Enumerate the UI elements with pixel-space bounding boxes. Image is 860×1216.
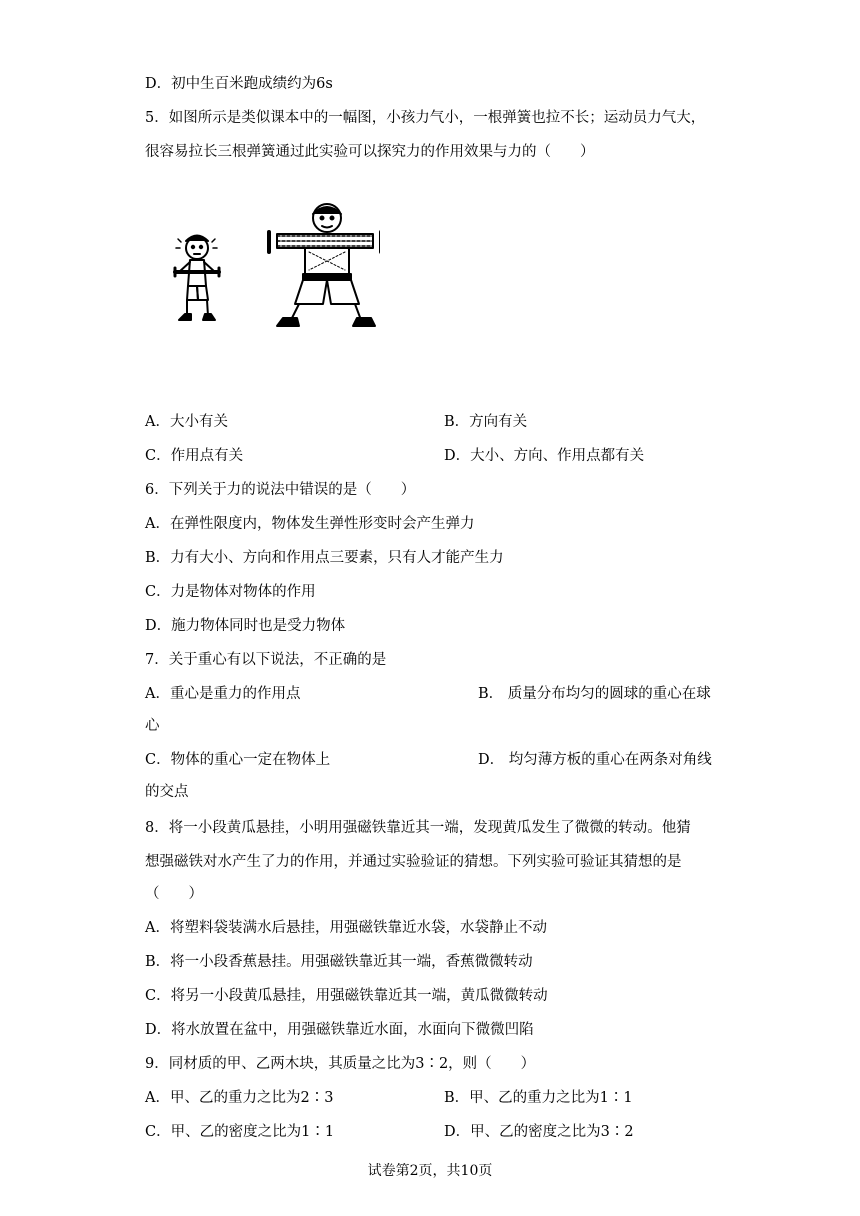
q7-option-a: A．重心是重力的作用点 bbox=[145, 686, 301, 702]
q5-option-c: C．作用点有关 bbox=[145, 448, 244, 464]
q9-option-a: A．甲、乙的重力之比为2∶3 bbox=[145, 1090, 334, 1106]
q7-option-d-line2: 的交点 bbox=[145, 784, 189, 800]
q5-stem-line1: 5．如图所示是类似课本中的一幅图，小孩力气小，一根弹簧也拉不长；运动员力气大， bbox=[145, 110, 706, 126]
q9-option-b: B．甲、乙的重力之比为1∶1 bbox=[444, 1090, 633, 1106]
q5-option-b: B．方向有关 bbox=[444, 414, 528, 430]
q7-option-b-line2: 心 bbox=[145, 718, 160, 734]
q7-stem: 7．关于重心有以下说法，不正确的是 bbox=[145, 652, 387, 668]
q8-stem-line2: 想强磁铁对水产生了力的作用，并通过实验验证的猜想。下列实验可验证其猜想的是 bbox=[145, 854, 682, 870]
q8-option-c: C．将另一小段黄瓜悬挂，用强磁铁靠近其一端，黄瓜微微转动 bbox=[145, 988, 548, 1004]
q4-option-d: D．初中生百米跑成绩约为6s bbox=[145, 76, 333, 92]
q9-stem: 9．同材质的甲、乙两木块，其质量之比为3∶2，则（ ） bbox=[145, 1056, 536, 1072]
q6-option-c: C．力是物体对物体的作用 bbox=[145, 584, 316, 600]
q5-option-d: D．大小、方向、作用点都有关 bbox=[444, 448, 645, 464]
q9-option-c: C．甲、乙的密度之比为1∶1 bbox=[145, 1124, 335, 1140]
q7-option-c: C．物体的重心一定在物体上 bbox=[145, 752, 331, 768]
q7-option-d-line1: D． 均匀薄方板的重心在两条对角线 bbox=[478, 752, 712, 768]
q8-option-d: D．将水放置在盆中，用强磁铁靠近水面，水面向下微微凹陷 bbox=[145, 1022, 534, 1038]
q8-option-b: B．将一小段香蕉悬挂。用强磁铁靠近其一端，香蕉微微转动 bbox=[145, 954, 533, 970]
q6-stem: 6．下列关于力的说法中错误的是（ ） bbox=[145, 482, 416, 498]
q9-option-d: D．甲、乙的密度之比为3∶2 bbox=[444, 1124, 634, 1140]
q8-stem-line1: 8．将一小段黄瓜悬挂，小明用强磁铁靠近其一端，发现黄瓜发生了微微的转动。他猜 bbox=[145, 820, 691, 836]
q8-stem-line3: （ ） bbox=[145, 886, 203, 902]
q5-option-a: A．大小有关 bbox=[145, 414, 228, 430]
q5-stem-line2: 很容易拉长三根弹簧通过此实验可以探究力的作用效果与力的（ ） bbox=[145, 144, 595, 160]
boy-and-athlete-stretching-springs-icon bbox=[165, 196, 380, 336]
q7-option-b-line1: B． 质量分布均匀的圆球的重心在球 bbox=[478, 686, 711, 702]
q6-option-d: D．施力物体同时也是受力物体 bbox=[145, 618, 346, 634]
q8-option-a: A．将塑料袋装满水后悬挂，用强磁铁靠近水袋，水袋静止不动 bbox=[145, 920, 547, 936]
page-footer: 试卷第2页，共10页 bbox=[367, 1163, 493, 1179]
q6-option-b: B．力有大小、方向和作用点三要素，只有人才能产生力 bbox=[145, 550, 504, 566]
q6-option-a: A．在弹性限度内，物体发生弹性形变时会产生弹力 bbox=[145, 516, 475, 532]
